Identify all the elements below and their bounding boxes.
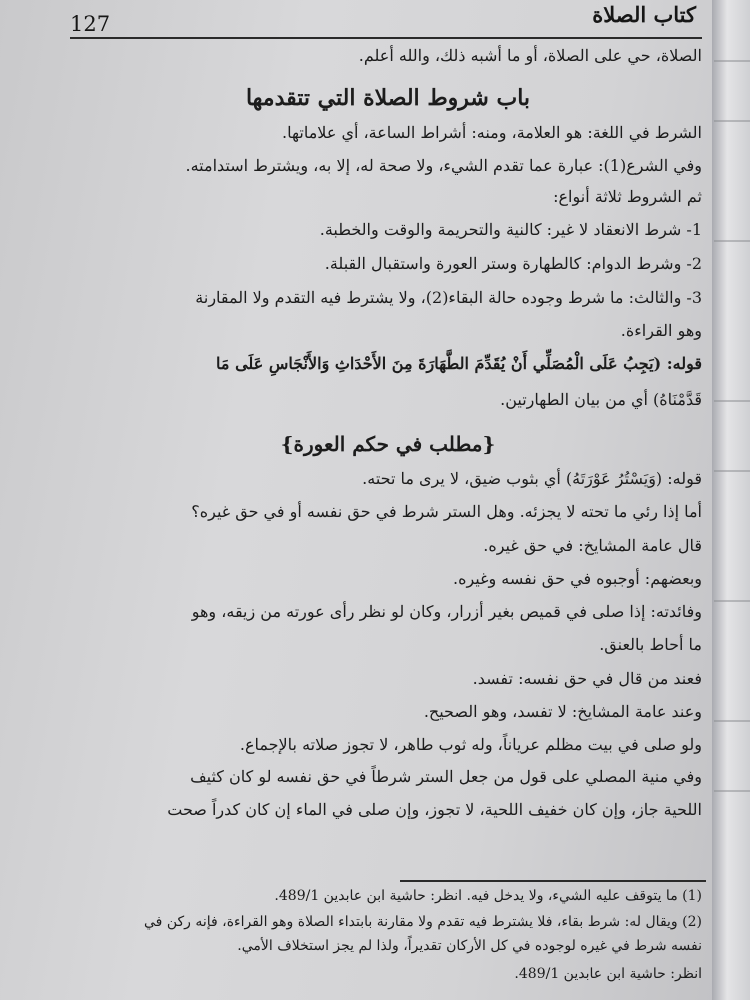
- footnote-continuation: نفسه شرط في غيره لوجوده في كل الأركان تقديراً، ولذا لم يجز استخلاف الأمي.: [237, 938, 702, 954]
- body-line: وفائدته: إذا صلى في قميص بغير أزرار، وكان لو نظر رأى عورته من زيقه، وهو: [191, 602, 702, 621]
- edge-mark: [714, 120, 750, 122]
- body-line: الصلاة، حي على الصلاة، أو ما أشبه ذلك، والله أعلم.: [358, 46, 702, 65]
- edge-mark: [714, 600, 750, 602]
- body-line: وعند عامة المشايخ: لا تفسد، وهو الصحيح.: [423, 702, 702, 721]
- footnote: (1) ما يتوقف عليه الشيء، ولا يدخل فيه. انظر: حاشية ابن عابدين 489/1.: [274, 888, 702, 904]
- edge-mark: [714, 60, 750, 62]
- body-line: أما إذا رئي ما تحته لا يجزئه. وهل الستر شرط في حق نفسه أو في حق غيره؟: [191, 502, 702, 521]
- list-item: 2- وشرط الدوام: كالطهارة وستر العورة واستقبال القبلة.: [324, 254, 702, 273]
- footnote-rule: [400, 880, 706, 882]
- body-line: وهو القراءة.: [620, 321, 702, 340]
- body-line: اللحية جاز، وإن كان خفيف اللحية، لا تجوز، وإن صلى في الماء إن كان كدراً صحت: [167, 800, 702, 819]
- body-line: وفي الشرع(1): عبارة عما تقدم الشيء، ولا صحة له، إلا به، ويشترط استدامته.: [185, 156, 702, 175]
- body-line: ما أحاط بالعنق.: [599, 635, 702, 654]
- list-item: 1- شرط الانعقاد لا غير: كالنية والتحريمة والوقت والخطبة.: [319, 220, 702, 239]
- body-line: وبعضهم: أوجبوه في حق نفسه وغيره.: [453, 569, 702, 588]
- next-page-edge: [712, 0, 750, 1000]
- body-line: وفي منية المصلي على قول من جعل الستر شرطاً في حق نفسه لو كان كثيف: [190, 767, 702, 786]
- body-line: ولو صلى في بيت مظلم عرياناً، وله ثوب طاهر، لا تجوز صلاته بالإجماع.: [239, 735, 702, 754]
- edge-mark: [714, 240, 750, 242]
- quoted-text: قوله: (يَجِبُ عَلَى الْمُصَلِّي أَنْ يُقَدِّمَ الطَّهَارَةَ مِنَ الأَحْدَاثِ وَالأَنْجَاسِ عَلَى مَا: [216, 354, 702, 373]
- section-subtitle: {مطلب في حكم العورة}: [280, 432, 496, 456]
- list-item: 3- والثالث: ما شرط وجوده حالة البقاء(2)، ولا يشترط فيه التقدم ولا المقارنة: [195, 288, 702, 307]
- edge-mark: [714, 470, 750, 472]
- edge-mark: [714, 790, 750, 792]
- edge-mark: [714, 720, 750, 722]
- page-number: 127: [70, 12, 111, 36]
- chapter-title: باب شروط الصلاة التي تتقدمها: [245, 85, 531, 111]
- body-line: ثم الشروط ثلاثة أنواع:: [553, 187, 702, 206]
- body-line: قال عامة المشايخ: في حق غيره.: [483, 536, 702, 555]
- body-line: فعند من قال في حق نفسه: تفسد.: [472, 669, 702, 688]
- footnote: (2) ويقال له: شرط بقاء، فلا يشترط فيه تقدم ولا مقارنة بابتداء الصلاة وهو القراءة، فإنه ركن في: [144, 914, 702, 930]
- body-line: قوله: (وَيَسْتُرُ عَوْرَتَهُ) أي بثوب ضيق، لا يرى ما تحته.: [362, 469, 702, 488]
- header-rule: [70, 37, 702, 39]
- body-line: قَدَّمْنَاهُ) أي من بيان الطهارتين.: [500, 390, 702, 409]
- body-line: الشرط في اللغة: هو العلامة، ومنه: أشراط الساعة، أي علاماتها.: [282, 123, 702, 142]
- footnote-continuation: انظر: حاشية ابن عابدين 489/1.: [514, 966, 702, 982]
- page-header: [70, 2, 702, 34]
- edge-mark: [714, 400, 750, 402]
- running-title: كتاب الصلاة: [592, 2, 696, 27]
